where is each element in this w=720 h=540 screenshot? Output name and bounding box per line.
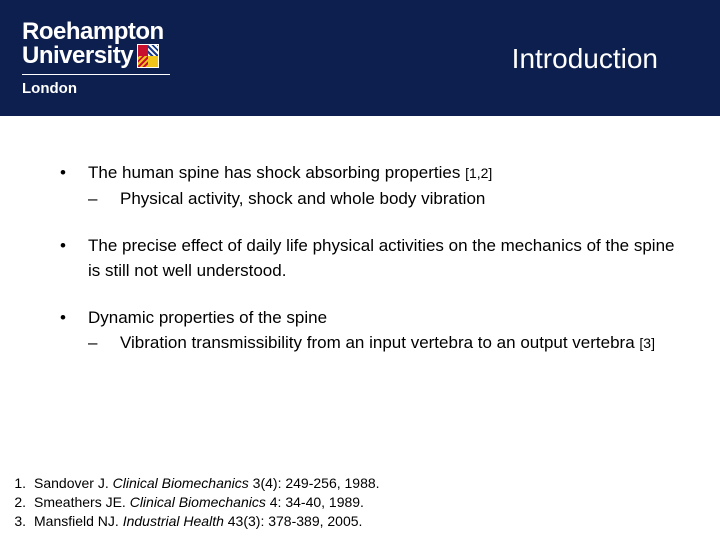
dash-icon: –	[88, 333, 98, 352]
reference-journal: Clinical Biomechanics	[129, 494, 266, 510]
bullet-item	[60, 233, 680, 283]
reference-item	[4, 493, 380, 512]
reference-authors: Mansfield NJ.	[34, 513, 123, 529]
sub-bullet-text: Physical activity, shock and whole body vibration	[120, 189, 486, 208]
reference-number: 2.	[14, 494, 26, 510]
logo-line-2: University	[22, 42, 134, 69]
reference-item	[4, 474, 380, 493]
sub-bullet-item	[88, 330, 660, 356]
citation: [3]	[639, 335, 655, 351]
logo-divider	[22, 74, 170, 75]
reference-details: 43(3): 378-389, 2005.	[223, 513, 363, 529]
reference-item	[4, 512, 380, 531]
reference-journal: Industrial Health	[122, 513, 224, 529]
bullet-icon: •	[60, 308, 66, 327]
logo-city: London	[22, 80, 77, 97]
reference-details: 3(4): 249-256, 1988.	[248, 475, 380, 491]
crest-icon	[137, 44, 159, 68]
slide-header	[0, 0, 720, 116]
reference-number: 1.	[14, 475, 26, 491]
bullet-group	[60, 233, 680, 283]
reference-authors: Sandover J.	[34, 475, 113, 491]
slide-title: Introduction	[511, 43, 658, 74]
bullet-icon: •	[60, 163, 66, 182]
bullet-item	[60, 305, 680, 330]
citation: [1,2]	[465, 165, 493, 181]
reference-journal: Clinical Biomechanics	[112, 475, 249, 491]
bullet-group	[60, 305, 680, 356]
reference-number: 3.	[14, 513, 26, 529]
bullet-list	[60, 160, 680, 356]
bullet-item	[60, 160, 680, 186]
reference-authors: Smeathers JE.	[34, 494, 130, 510]
university-logo	[22, 20, 170, 97]
bullet-text: The human spine has shock absorbing properties	[88, 163, 466, 182]
bullet-text: Dynamic properties of the spine	[88, 308, 328, 327]
reference-list	[4, 474, 380, 531]
dash-icon: –	[88, 189, 98, 208]
sub-bullet-text: Vibration transmissibility from an input vertebra to an output vertebra	[120, 333, 640, 352]
logo-line-1: Roehampton	[22, 18, 164, 45]
bullet-text: The precise effect of daily life physical activities on the mechanics of the spine is still not well understood.	[88, 236, 675, 280]
bullet-group	[60, 160, 680, 211]
bullet-icon: •	[60, 236, 66, 255]
sub-bullet-item	[88, 186, 680, 211]
reference-details: 4: 34-40, 1989.	[265, 494, 364, 510]
